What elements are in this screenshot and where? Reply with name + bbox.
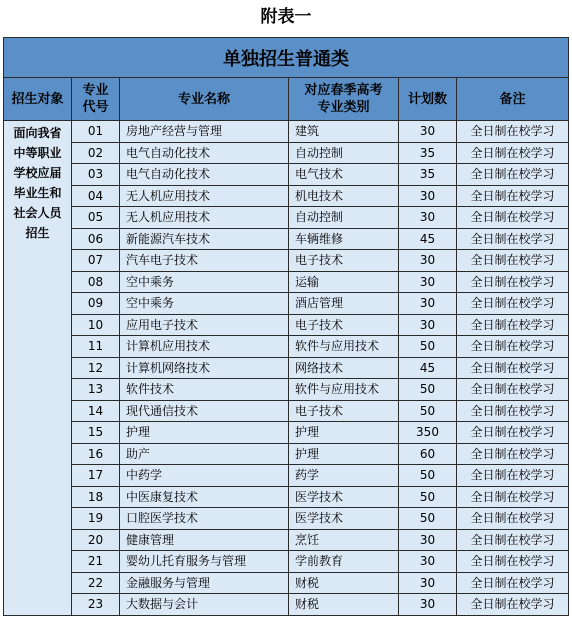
category-cell: 护理 xyxy=(289,422,399,444)
code-cell: 09 xyxy=(72,293,120,315)
target-line: 社会人员 xyxy=(13,206,62,220)
note-cell: 全日制在校学习 xyxy=(457,314,569,336)
name-cell: 计算机应用技术 xyxy=(120,336,289,358)
note-cell: 全日制在校学习 xyxy=(457,508,569,530)
name-cell: 护理 xyxy=(120,422,289,444)
name-cell: 口腔医学技术 xyxy=(120,508,289,530)
target-line: 毕业生和 xyxy=(13,186,62,200)
category-cell: 电气技术 xyxy=(289,164,399,186)
table-banner: 单独招生普通类 xyxy=(4,38,569,78)
code-cell: 12 xyxy=(72,357,120,379)
plan-cell: 350 xyxy=(399,422,457,444)
plan-cell: 30 xyxy=(399,250,457,272)
header-name: 专业名称 xyxy=(120,78,289,121)
table-row xyxy=(4,357,569,379)
name-cell: 新能源汽车技术 xyxy=(120,228,289,250)
plan-cell: 30 xyxy=(399,121,457,143)
category-cell: 财税 xyxy=(289,594,399,616)
note-cell: 全日制在校学习 xyxy=(457,293,569,315)
table-row xyxy=(4,185,569,207)
code-cell: 01 xyxy=(72,121,120,143)
name-cell: 中药学 xyxy=(120,465,289,487)
category-cell: 运输 xyxy=(289,271,399,293)
header-category-line2: 专业类别 xyxy=(317,100,370,115)
code-cell: 17 xyxy=(72,465,120,487)
code-cell: 05 xyxy=(72,207,120,229)
category-cell: 网络技术 xyxy=(289,357,399,379)
table-row xyxy=(4,529,569,551)
name-cell: 无人机应用技术 xyxy=(120,185,289,207)
category-cell: 酒店管理 xyxy=(289,293,399,315)
note-cell: 全日制在校学习 xyxy=(457,529,569,551)
category-cell: 医学技术 xyxy=(289,486,399,508)
plan-cell: 50 xyxy=(399,336,457,358)
note-cell: 全日制在校学习 xyxy=(457,379,569,401)
table-row xyxy=(4,250,569,272)
code-cell: 22 xyxy=(72,572,120,594)
note-cell: 全日制在校学习 xyxy=(457,164,569,186)
note-cell: 全日制在校学习 xyxy=(457,357,569,379)
code-cell: 15 xyxy=(72,422,120,444)
table-row xyxy=(4,142,569,164)
category-cell: 电子技术 xyxy=(289,250,399,272)
category-cell: 自动控制 xyxy=(289,207,399,229)
header-code xyxy=(72,78,120,121)
name-cell: 空中乘务 xyxy=(120,293,289,315)
plan-cell: 60 xyxy=(399,443,457,465)
name-cell: 计算机网络技术 xyxy=(120,357,289,379)
plan-cell: 35 xyxy=(399,142,457,164)
admissions-table xyxy=(3,37,569,616)
code-cell: 16 xyxy=(72,443,120,465)
name-cell: 软件技术 xyxy=(120,379,289,401)
category-cell: 护理 xyxy=(289,443,399,465)
note-cell: 全日制在校学习 xyxy=(457,400,569,422)
note-cell: 全日制在校学习 xyxy=(457,207,569,229)
note-cell: 全日制在校学习 xyxy=(457,121,569,143)
code-cell: 18 xyxy=(72,486,120,508)
table-row xyxy=(4,336,569,358)
plan-cell: 30 xyxy=(399,293,457,315)
table-row xyxy=(4,293,569,315)
plan-cell: 50 xyxy=(399,486,457,508)
name-cell: 中医康复技术 xyxy=(120,486,289,508)
code-cell: 20 xyxy=(72,529,120,551)
note-cell: 全日制在校学习 xyxy=(457,551,569,573)
code-cell: 04 xyxy=(72,185,120,207)
category-cell: 烹饪 xyxy=(289,529,399,551)
note-cell: 全日制在校学习 xyxy=(457,465,569,487)
note-cell: 全日制在校学习 xyxy=(457,443,569,465)
header-target: 招生对象 xyxy=(4,78,72,121)
code-cell: 02 xyxy=(72,142,120,164)
plan-cell: 30 xyxy=(399,207,457,229)
category-cell: 建筑 xyxy=(289,121,399,143)
name-cell: 大数据与会计 xyxy=(120,594,289,616)
note-cell: 全日制在校学习 xyxy=(457,250,569,272)
code-cell: 07 xyxy=(72,250,120,272)
table-row xyxy=(4,314,569,336)
note-cell: 全日制在校学习 xyxy=(457,422,569,444)
code-cell: 10 xyxy=(72,314,120,336)
target-line: 学校应届 xyxy=(13,166,62,180)
plan-cell: 30 xyxy=(399,271,457,293)
table-row xyxy=(4,572,569,594)
category-cell: 医学技术 xyxy=(289,508,399,530)
plan-cell: 30 xyxy=(399,572,457,594)
code-cell: 11 xyxy=(72,336,120,358)
table-row xyxy=(4,465,569,487)
category-cell: 自动控制 xyxy=(289,142,399,164)
code-cell: 14 xyxy=(72,400,120,422)
header-plan: 计划数 xyxy=(399,78,457,121)
table-row xyxy=(4,443,569,465)
name-cell: 金融服务与管理 xyxy=(120,572,289,594)
code-cell: 13 xyxy=(72,379,120,401)
plan-cell: 50 xyxy=(399,465,457,487)
plan-cell: 50 xyxy=(399,508,457,530)
category-cell: 软件与应用技术 xyxy=(289,379,399,401)
note-cell: 全日制在校学习 xyxy=(457,185,569,207)
note-cell: 全日制在校学习 xyxy=(457,572,569,594)
name-cell: 汽车电子技术 xyxy=(120,250,289,272)
target-line: 面向我省 xyxy=(13,126,62,140)
name-cell: 助产 xyxy=(120,443,289,465)
note-cell: 全日制在校学习 xyxy=(457,271,569,293)
note-cell: 全日制在校学习 xyxy=(457,336,569,358)
table-row xyxy=(4,271,569,293)
plan-cell: 30 xyxy=(399,594,457,616)
note-cell: 全日制在校学习 xyxy=(457,142,569,164)
table-row xyxy=(4,400,569,422)
table-row xyxy=(4,121,569,143)
code-cell: 23 xyxy=(72,594,120,616)
table-row xyxy=(4,508,569,530)
category-cell: 车辆维修 xyxy=(289,228,399,250)
table-row xyxy=(4,207,569,229)
code-cell: 06 xyxy=(72,228,120,250)
plan-cell: 30 xyxy=(399,551,457,573)
target-line: 中等职业 xyxy=(13,146,62,160)
code-cell: 21 xyxy=(72,551,120,573)
name-cell: 婴幼儿托育服务与管理 xyxy=(120,551,289,573)
header-category-line1: 对应春季高考 xyxy=(304,83,383,98)
code-cell: 03 xyxy=(72,164,120,186)
category-cell: 软件与应用技术 xyxy=(289,336,399,358)
name-cell: 电气自动化技术 xyxy=(120,142,289,164)
code-cell: 19 xyxy=(72,508,120,530)
category-cell: 机电技术 xyxy=(289,185,399,207)
header-category xyxy=(289,78,399,121)
table-row xyxy=(4,594,569,616)
target-cell xyxy=(4,121,72,616)
header-code-line1: 专业 xyxy=(82,83,109,98)
code-cell: 08 xyxy=(72,271,120,293)
plan-cell: 45 xyxy=(399,228,457,250)
note-cell: 全日制在校学习 xyxy=(457,594,569,616)
table-row xyxy=(4,422,569,444)
plan-cell: 50 xyxy=(399,379,457,401)
plan-cell: 30 xyxy=(399,529,457,551)
table-row xyxy=(4,486,569,508)
name-cell: 现代通信技术 xyxy=(120,400,289,422)
category-cell: 财税 xyxy=(289,572,399,594)
plan-cell: 30 xyxy=(399,314,457,336)
table-row xyxy=(4,551,569,573)
plan-cell: 30 xyxy=(399,185,457,207)
name-cell: 无人机应用技术 xyxy=(120,207,289,229)
table-row xyxy=(4,379,569,401)
page-title: 附表一 xyxy=(260,7,312,27)
category-cell: 电子技术 xyxy=(289,314,399,336)
name-cell: 空中乘务 xyxy=(120,271,289,293)
name-cell: 健康管理 xyxy=(120,529,289,551)
table-row xyxy=(4,164,569,186)
category-cell: 药学 xyxy=(289,465,399,487)
table-row xyxy=(4,228,569,250)
name-cell: 应用电子技术 xyxy=(120,314,289,336)
plan-cell: 50 xyxy=(399,400,457,422)
category-cell: 学前教育 xyxy=(289,551,399,573)
note-cell: 全日制在校学习 xyxy=(457,228,569,250)
header-code-line2: 代号 xyxy=(82,100,109,115)
name-cell: 房地产经营与管理 xyxy=(120,121,289,143)
plan-cell: 35 xyxy=(399,164,457,186)
category-cell: 电子技术 xyxy=(289,400,399,422)
target-line: 招生 xyxy=(25,226,50,240)
header-note: 备注 xyxy=(457,78,569,121)
note-cell: 全日制在校学习 xyxy=(457,486,569,508)
plan-cell: 45 xyxy=(399,357,457,379)
name-cell: 电气自动化技术 xyxy=(120,164,289,186)
